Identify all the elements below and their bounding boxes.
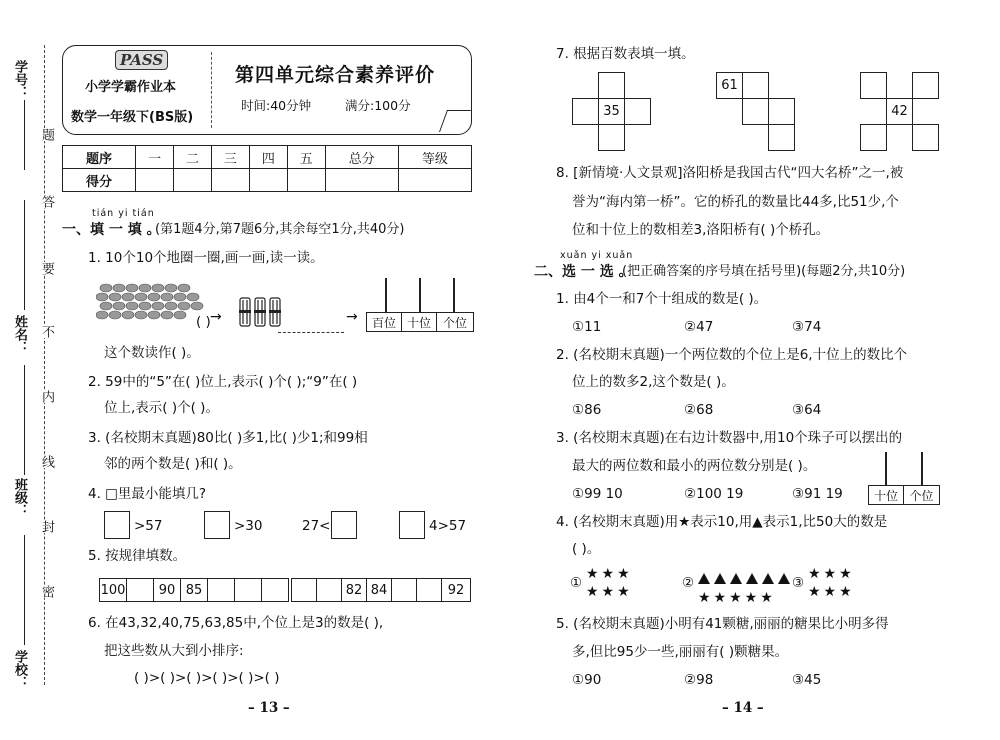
section1-pinyin: tián yi tián bbox=[92, 208, 155, 219]
edition: 数学一年级下(BS版) bbox=[71, 110, 194, 125]
q4-answer-box[interactable] bbox=[104, 511, 130, 539]
abacus-rod bbox=[419, 278, 421, 312]
choice-option[interactable]: ①99 10 bbox=[572, 486, 623, 502]
question-8b: 誉为“海内第一桥”。它的桥孔的数量比44多,比51少,个 bbox=[572, 194, 899, 210]
choice-5b: 多,但比95少一些,丽丽有( )颗糖果。 bbox=[572, 644, 789, 660]
q4-answer-box[interactable] bbox=[399, 511, 425, 539]
q4-item: >30 bbox=[234, 518, 263, 534]
abacus-label: 十位 bbox=[868, 485, 904, 505]
abacus-rod bbox=[885, 452, 887, 485]
grid-cell-value: 61 bbox=[716, 72, 743, 99]
choice-3a: 3. (名校期末真题)在右边计数器中,用10个珠子可以摆出的 bbox=[556, 430, 903, 446]
choice-2b: 位上的数多2,这个数是( )。 bbox=[572, 374, 735, 390]
grid-cell-value: 42 bbox=[886, 98, 913, 125]
grid-cell[interactable] bbox=[912, 72, 939, 99]
section1-title: 一、填 一 填 。 bbox=[62, 222, 161, 238]
seal-char: 不 bbox=[39, 325, 54, 338]
grid-cell[interactable] bbox=[598, 72, 625, 99]
header-cell: 三 bbox=[211, 146, 249, 169]
seal-char: 要 bbox=[39, 262, 54, 275]
star-icon: ★★★ bbox=[586, 566, 633, 582]
header-card bbox=[62, 45, 472, 135]
question-6a: 6. 在43,32,40,75,63,85中,个位上是3的数是( ), bbox=[88, 615, 384, 631]
arrow-right-icon: → bbox=[346, 309, 358, 325]
section2-note: (把正确答案的序号填在括号里)(每题2分,共10分) bbox=[622, 264, 906, 279]
choice-5a: 5. (名校期末真题)小明有41颗糖,丽丽的糖果比小明多得 bbox=[556, 616, 889, 632]
score-cell[interactable] bbox=[174, 169, 212, 192]
score-row bbox=[63, 169, 472, 192]
choice-option[interactable]: ③64 bbox=[792, 402, 822, 418]
series-name: 小学学霸作业本 bbox=[85, 80, 177, 95]
page-curl bbox=[439, 110, 471, 132]
choice-option[interactable]: ①86 bbox=[572, 402, 602, 418]
choice-option[interactable]: ②100 19 bbox=[684, 486, 744, 502]
choice-option[interactable]: ②68 bbox=[684, 402, 714, 418]
pebble-pile-icon bbox=[96, 280, 204, 326]
seal-char: 密 bbox=[39, 585, 54, 598]
choice-option[interactable]: ③91 19 bbox=[792, 486, 843, 502]
choice-option[interactable]: ②98 bbox=[684, 672, 714, 688]
header-cell: 等级 bbox=[398, 146, 471, 169]
page-number-left: – 13 – bbox=[248, 700, 290, 716]
question-3a: 3. (名校期末真题)80比( )多1,比( )少1;和99相 bbox=[88, 430, 368, 446]
q1-answer-paren[interactable]: ( ) bbox=[196, 314, 211, 330]
choice-option[interactable]: ③74 bbox=[792, 319, 822, 335]
option-marker: ② bbox=[682, 575, 695, 591]
q4-answer-box[interactable] bbox=[331, 511, 357, 539]
score-cell[interactable] bbox=[325, 169, 398, 192]
question-8a: 8. [新情境·人文景观]洛阳桥是我国古代“四大名桥”之一,被 bbox=[556, 165, 904, 181]
option-marker: ① bbox=[570, 575, 583, 591]
name-label: 姓名： bbox=[12, 315, 27, 354]
header-cell: 总分 bbox=[325, 146, 398, 169]
choice-option[interactable]: ②47 bbox=[684, 319, 714, 335]
abacus-label: 百位 bbox=[366, 312, 402, 332]
page-number-right: – 14 – bbox=[722, 700, 764, 716]
star-icon: ★★★ bbox=[586, 584, 633, 600]
sequence-cell: 84 bbox=[366, 578, 392, 602]
q4-item: 4>57 bbox=[429, 518, 467, 534]
grid-cell[interactable] bbox=[572, 98, 599, 125]
sequence-cell: 92 bbox=[441, 578, 471, 602]
score-cell[interactable] bbox=[398, 169, 471, 192]
grid-cell[interactable] bbox=[742, 98, 769, 125]
section2-pinyin: xuǎn yi xuǎn bbox=[560, 250, 634, 261]
grid-cell[interactable] bbox=[624, 98, 651, 125]
seal-char: 线 bbox=[39, 455, 54, 468]
score-cell[interactable] bbox=[136, 169, 174, 192]
abacus-rod bbox=[921, 452, 923, 485]
grid-cell[interactable] bbox=[768, 98, 795, 125]
choice-1: 1. 由4个一和7个十组成的数是( )。 bbox=[556, 291, 768, 307]
abacus-rod bbox=[385, 278, 387, 312]
score-cell[interactable] bbox=[211, 169, 249, 192]
seal-char: 内 bbox=[39, 390, 54, 403]
abacus-label: 个位 bbox=[436, 312, 474, 332]
header-cell: 一 bbox=[136, 146, 174, 169]
grid-cell-value: 35 bbox=[598, 98, 625, 125]
choice-2a: 2. (名校期末真题)一个两位数的个位上是6,十位上的数比个 bbox=[556, 347, 908, 363]
choice-4b: ( )。 bbox=[572, 541, 601, 557]
seal-char: 答 bbox=[39, 195, 54, 208]
student-no-line bbox=[24, 100, 25, 170]
header-divider bbox=[211, 52, 212, 128]
sequence-cell[interactable] bbox=[234, 578, 262, 602]
sequence-cell: 100 bbox=[99, 578, 127, 602]
q6-order: ( )>( )>( )>( )>( )>( ) bbox=[134, 670, 280, 686]
question-7: 7. 根据百数表填一填。 bbox=[556, 46, 695, 62]
option-marker: ③ bbox=[792, 575, 805, 591]
name-line bbox=[24, 200, 25, 310]
arrow-right-icon: → bbox=[210, 309, 222, 325]
score-cell[interactable] bbox=[249, 169, 287, 192]
school-label: 学校： bbox=[12, 650, 27, 689]
star-icon: ★★★ bbox=[808, 566, 855, 582]
choice-option[interactable]: ①11 bbox=[572, 319, 602, 335]
star-icon: ★★★★★ bbox=[698, 590, 776, 606]
grid-cell[interactable] bbox=[912, 124, 939, 151]
abacus-label: 个位 bbox=[903, 485, 940, 505]
question-5: 5. 按规律填数。 bbox=[88, 548, 187, 564]
score-table-header bbox=[63, 146, 472, 169]
question-6b: 把这些数从大到小排序: bbox=[104, 643, 244, 659]
sequence-cell[interactable] bbox=[316, 578, 342, 602]
choice-4a: 4. (名校期末真题)用★表示10,用▲表示1,比50大的数是 bbox=[556, 514, 888, 530]
grid-cell[interactable] bbox=[768, 124, 795, 151]
seal-char: 封 bbox=[39, 520, 54, 533]
sequence-cell[interactable] bbox=[291, 578, 317, 602]
sequence-cell[interactable] bbox=[391, 578, 417, 602]
stick-bundles-icon bbox=[238, 296, 284, 330]
q1-read: 这个数读作( )。 bbox=[104, 345, 200, 361]
grid-cell[interactable] bbox=[598, 124, 625, 151]
abacus-label: 十位 bbox=[401, 312, 437, 332]
question-1: 1. 10个10个地圈一圈,画一画,读一读。 bbox=[88, 250, 324, 266]
choice-3b: 最大的两位数和最小的两位数分别是( )。 bbox=[572, 458, 817, 474]
q4-item: 27< bbox=[302, 518, 331, 534]
section2-title: 二、选 一 选 。 bbox=[534, 264, 633, 280]
header-cell: 题序 bbox=[63, 146, 136, 169]
triangle-icon bbox=[698, 569, 794, 588]
student-no-label: 学号： bbox=[12, 60, 27, 99]
grid-cell[interactable] bbox=[742, 72, 769, 99]
school-line bbox=[24, 535, 25, 645]
score-table bbox=[62, 145, 472, 192]
grid-cell[interactable] bbox=[860, 72, 887, 99]
header-cell: 四 bbox=[249, 146, 287, 169]
page-title: 第四单元综合素养评价 bbox=[235, 64, 436, 86]
pass-logo: PASS bbox=[115, 50, 168, 70]
sequence-cell[interactable] bbox=[261, 578, 289, 602]
seal-char: 题 bbox=[39, 128, 54, 141]
class-line bbox=[24, 365, 25, 475]
header-cell: 二 bbox=[174, 146, 212, 169]
sequence-cell: 90 bbox=[153, 578, 181, 602]
section1-note: (第1题4分,第7题6分,其余每空1分,共40分) bbox=[155, 222, 405, 237]
header-cell: 五 bbox=[287, 146, 325, 169]
sequence-cell[interactable] bbox=[207, 578, 235, 602]
score-cell[interactable] bbox=[287, 169, 325, 192]
star-icon: ★★★ bbox=[808, 584, 855, 600]
sequence-cell[interactable] bbox=[416, 578, 442, 602]
question-2a: 2. 59中的“5”在( )位上,表示( )个( );“9”在( ) bbox=[88, 374, 358, 390]
sequence-cell: 85 bbox=[180, 578, 208, 602]
choice-option[interactable]: ①90 bbox=[572, 672, 602, 688]
time-limit: 时间:40分钟 bbox=[241, 98, 312, 113]
abacus-rod bbox=[453, 278, 455, 312]
row-label: 得分 bbox=[63, 169, 136, 192]
choice-option[interactable]: ③45 bbox=[792, 672, 822, 688]
q4-answer-box[interactable] bbox=[204, 511, 230, 539]
question-3b: 邻的两个数是( )和( )。 bbox=[104, 456, 242, 472]
abacus-s3 bbox=[868, 452, 940, 504]
question-4: 4. □里最小能填几? bbox=[88, 486, 207, 502]
grid-cell[interactable] bbox=[860, 124, 887, 151]
question-2b: 位上,表示( )个( )。 bbox=[104, 400, 219, 416]
full-score: 满分:100分 bbox=[345, 98, 411, 113]
q4-item: >57 bbox=[134, 518, 163, 534]
sequence-cell[interactable] bbox=[126, 578, 154, 602]
abacus-q1 bbox=[366, 278, 474, 334]
class-label: 班级： bbox=[12, 478, 27, 517]
dashed-underline bbox=[278, 332, 344, 333]
question-8c: 位和十位上的数相差3,洛阳桥有( )个桥孔。 bbox=[572, 222, 830, 238]
sequence-cell: 82 bbox=[341, 578, 367, 602]
